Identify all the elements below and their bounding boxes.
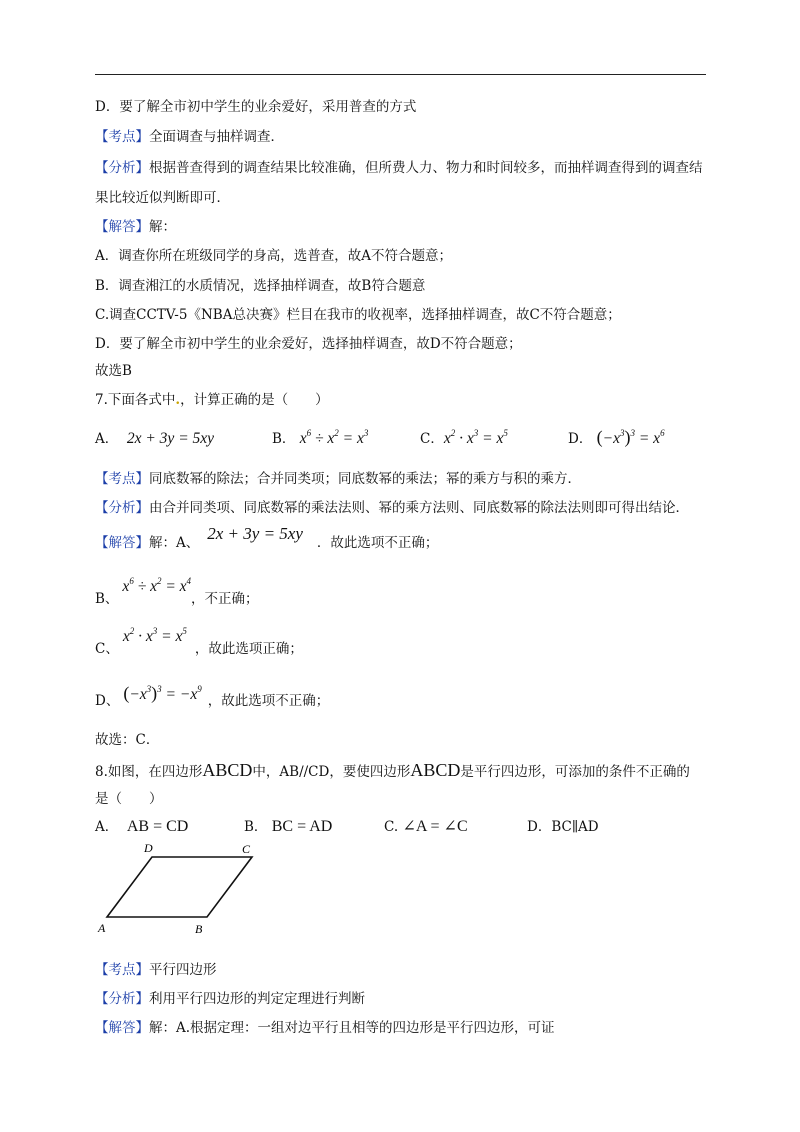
vertex-c-label: C — [242, 842, 251, 856]
q6-final-answer: 故选B — [95, 363, 132, 379]
q7-jieda-a: 【解答】解：A、 2x + 3y = 5xy ．故此选项不正确； — [95, 524, 439, 551]
q8-kaodian: 【考点】平行四边形 — [95, 962, 217, 978]
vertex-d-label: D — [144, 841, 153, 855]
q7-stem: 7.下面各式中.，计算正确的是（ ） — [95, 392, 329, 408]
vertex-b-label: B — [195, 922, 203, 936]
q7-option-c: C．$x^2 \cdot x^3 = x^5$ — [420, 428, 508, 447]
q6-answer-a: A．调查你所在班级同学的身高，选普查，故A不符合题意； — [95, 248, 452, 264]
q8-option-a: A． AB = CD — [95, 818, 189, 835]
q7-option-a: A． 2x + 3y = 5xy — [95, 430, 215, 447]
q7-jieda-c: C、$x^2 \cdot x^3 = x^5$，故此选项正确； — [95, 626, 303, 657]
q7-kaodian: 【考点】同底数幂的除法；合并同类项；同底数幂的乘法；幂的乘方与积的乘方． — [95, 471, 581, 487]
q6-answer-c: C.调查CCTV-5《NBA总决赛》栏目在我市的收视率，选择抽样调查，故C不符合题意； — [95, 307, 621, 323]
parallelogram-shape — [107, 857, 252, 917]
q7-jieda-b: B、$x^6 \div x^2 = x^4$，不正确； — [95, 576, 259, 607]
vertex-a-label: A — [98, 921, 106, 935]
fenxi-tag: 【分析】 — [95, 160, 149, 176]
q6-fenxi-1: 【分析】根据普查得到的调查结果比较准确，但所费人力、物力和时间较多，而抽样调查得到的调查结 — [95, 160, 703, 176]
q7-option-b: B． $x^6 \div x^2 = x^3$ — [272, 428, 369, 447]
parallelogram-figure — [95, 838, 265, 938]
q8-option-d: D．BC∥AD — [527, 819, 599, 835]
q6-option-d: D．要了解全市初中学生的业余爱好，采用普查的方式 — [95, 99, 417, 115]
q6-kaodian: 【考点】全面调查与抽样调查． — [95, 129, 284, 145]
q6-fenxi-2: 果比较近似判断即可． — [95, 190, 230, 206]
jieda-tag: 【解答】 — [95, 219, 149, 235]
q8-stem-2: 是（ ） — [95, 791, 163, 807]
q6-answer-b: B．调查湘江的水质情况，选择抽样调查，故B符合题意 — [95, 278, 426, 294]
q7-fenxi: 【分析】由合并同类项、同底数幂的乘法法则、幂的乘方法则、同底数幂的除法法则即可得出结论． — [95, 500, 689, 516]
q8-option-b: B． BC = AD — [244, 818, 333, 835]
q7-option-d: D． $(-x^3)^3 = x^6$ — [568, 427, 665, 447]
q6-answer-d: D．要了解全市初中学生的业余爱好，选择抽样调查，故D不符合题意； — [95, 336, 522, 352]
q8-stem-1: 8.如图，在四边形ABCD中，AB//CD，要使四边形ABCD是平行四边形，可添加的条件不正确的 — [95, 760, 690, 780]
q7-final-answer: 故选：C． — [95, 732, 160, 748]
q7-jieda-d: D、 $(-x^3)^3 = -x^9$，故此选项不正确； — [95, 683, 330, 709]
q6-jieda: 【解答】解： — [95, 219, 176, 235]
q8-fenxi: 【分析】利用平行四边形的判定定理进行判断 — [95, 991, 365, 1007]
q8-jieda: 【解答】解：A.根据定理：一组对边平行且相等的四边形是平行四边形，可证 — [95, 1020, 555, 1036]
header-rule — [95, 74, 706, 75]
kaodian-tag: 【考点】 — [95, 129, 149, 145]
q8-option-c: C. ∠A = ∠C — [384, 818, 468, 835]
